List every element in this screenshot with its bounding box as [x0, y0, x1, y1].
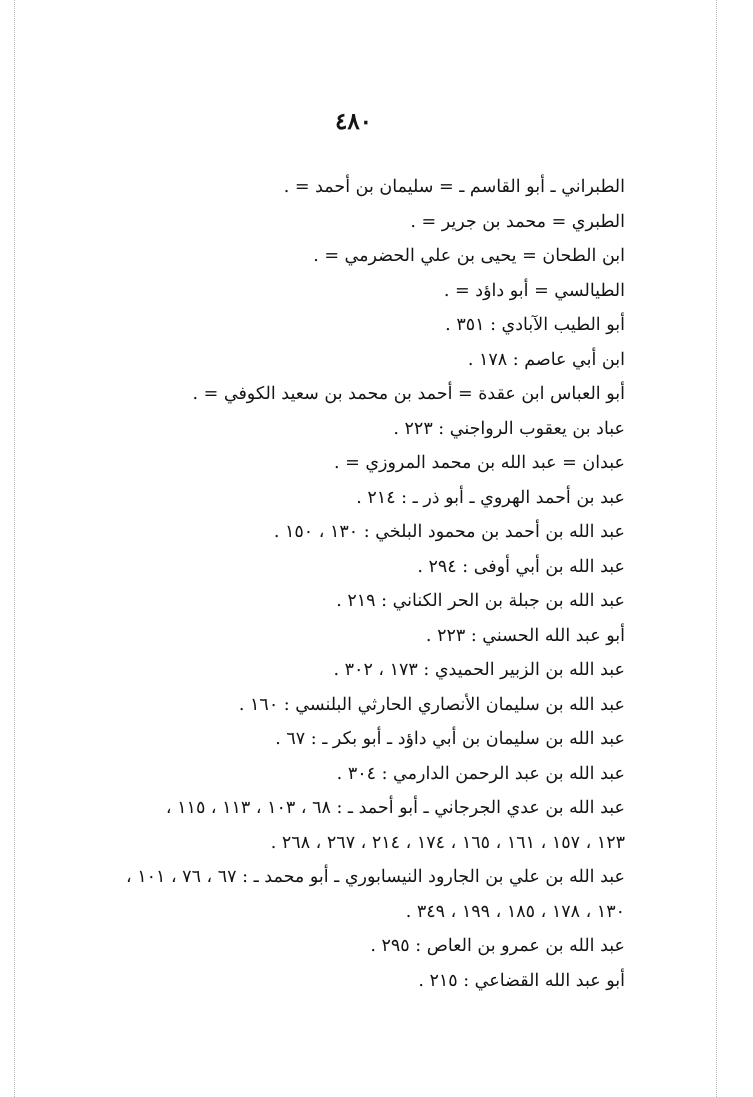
index-entry: ابن الطحان = يحيى بن علي الحضرمي = .: [313, 246, 625, 266]
index-entry: عبد الله بن سليمان الأنصاري الحارثي البلنسي : ١٦٠ .: [238, 694, 625, 715]
index-entry: أبو عبد الله القضاعي : ٢١٥ .: [418, 970, 625, 991]
index-entry: عبد الله بن أحمد بن محمود البلخي : ١٣٠ ، ١٥٠ .: [273, 522, 625, 542]
index-entry: أبو عبد الله الحسني : ٢٢٣ .: [425, 625, 625, 646]
index-entry: ابن أبي عاصم : ١٧٨ .: [467, 349, 625, 370]
page-gutter-line-left: [14, 0, 15, 1097]
index-entries: [80, 170, 625, 998]
index-entry: عبد الله بن جبلة بن الحر الكناني : ٢١٩ .: [336, 591, 625, 611]
index-entry: عبد الله بن علي بن الجارود النيسابوري ـ أبو محمد ـ : ٦٧ ، ٧٦ ، ١٠١ ،: [125, 867, 625, 887]
index-entry-continuation: ١٢٣ ، ١٥٧ ، ١٦١ ، ١٦٥ ، ١٧٤ ، ٢١٤ ، ٢٦٧ ، ٢٦٨ .: [270, 832, 625, 853]
index-entry: عبد الله بن عدي الجرجاني ـ أبو أحمد ـ : ٦٨ ، ١٠٣ ، ١١٣ ، ١١٥ ،: [165, 798, 625, 818]
index-entry: الطيالسي = أبو داؤد = .: [443, 280, 625, 301]
index-entry: أبو العباس ابن عقدة = أحمد بن محمد بن سعيد الكوفي = .: [192, 384, 625, 404]
index-entry: الطبراني ـ أبو القاسم ـ = سليمان بن أحمد = .: [283, 177, 625, 197]
index-entry: عبد الله بن أبي أوفى : ٢٩٤ .: [417, 556, 625, 577]
page-gutter-line-right: [716, 0, 717, 1097]
index-entry: عباد بن يعقوب الرواجني : ٢٢٣ .: [393, 418, 625, 439]
index-entry: عبدان = عبد الله بن محمد المروزي = .: [333, 453, 625, 473]
index-entry: عبد الله بن عمرو بن العاص : ٢٩٥ .: [370, 936, 625, 956]
index-entry: عبد بن أحمد الهروي ـ أبو ذر ـ : ٢١٤ .: [356, 487, 625, 508]
index-entry: عبد الله بن سليمان بن أبي داؤد ـ أبو بكر ـ : ٦٧ .: [275, 729, 625, 749]
index-entry: الطبري = محمد بن جرير = .: [410, 211, 625, 232]
index-entry: أبو الطيب الآبادي : ٣٥١ .: [445, 315, 625, 335]
index-entry: عبد الله بن عبد الرحمن الدارمي : ٣٠٤ .: [336, 763, 625, 784]
index-entry: عبد الله بن الزبير الحميدي : ١٧٣ ، ٣٠٢ .: [333, 660, 625, 680]
page-number: ٤٨٠: [334, 108, 373, 135]
index-entry-continuation: ١٣٠ ، ١٧٨ ، ١٨٥ ، ١٩٩ ، ٣٤٩ .: [405, 901, 625, 922]
